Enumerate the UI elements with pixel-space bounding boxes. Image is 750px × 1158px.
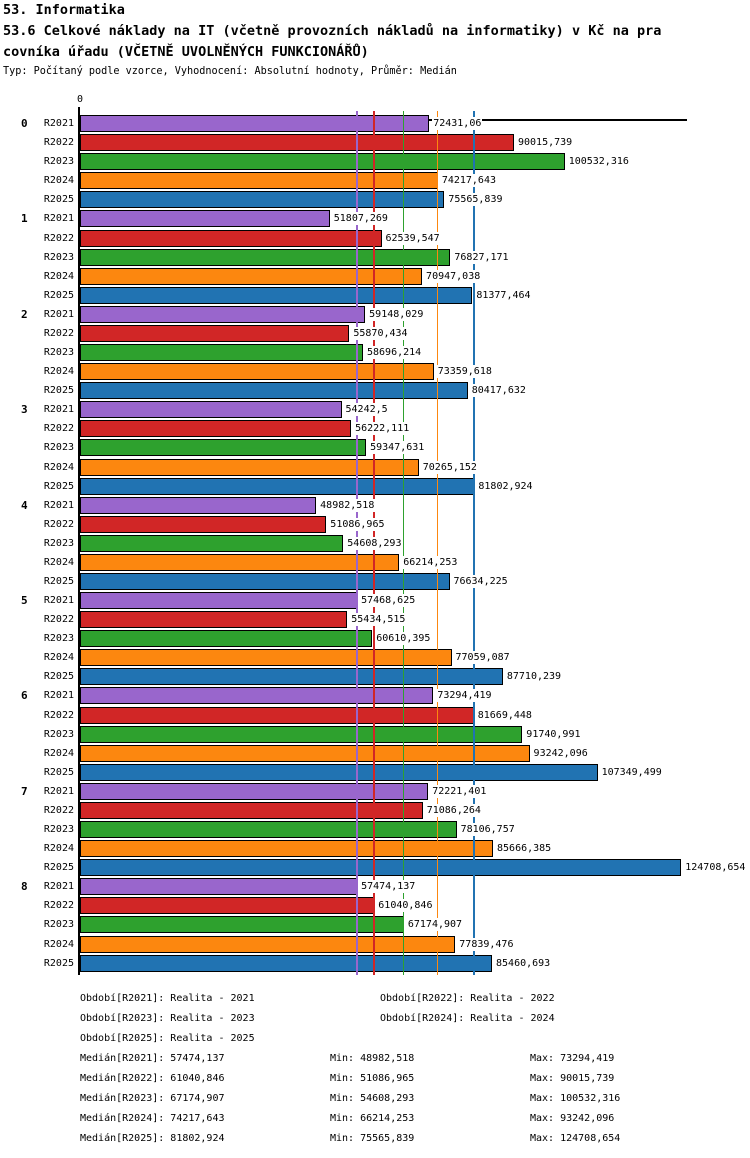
bar-value-label: 91740,991 xyxy=(526,728,581,740)
series-tick-label-r2022: R2022 xyxy=(43,709,74,721)
legend-period-item: Období[R2024]: Realita - 2024 xyxy=(380,1013,555,1024)
bar-value-label: 73359,618 xyxy=(437,366,492,378)
group-label-8: 8 xyxy=(21,880,28,894)
series-tick-label-r2021: R2021 xyxy=(43,785,74,797)
series-tick-label-r2022: R2022 xyxy=(43,900,74,912)
bar-value-label: 56222,111 xyxy=(355,423,410,435)
bar-group2-r2025 xyxy=(80,382,468,399)
legend-period-item: Období[R2021]: Realita - 2021 xyxy=(80,993,255,1004)
bar-group2-r2024 xyxy=(80,363,434,380)
bar-group6-r2025 xyxy=(80,764,598,781)
chart-title-line-2: covníka úřadu (VČETNĚ UVOLNĚNÝCH FUNKCIONÁŘŮ) xyxy=(3,44,369,60)
category-axis-line xyxy=(78,107,80,975)
legend-stat-max: Max: 100532,316 xyxy=(530,1093,621,1104)
bar-group7-r2022 xyxy=(80,802,423,819)
bar-value-label: 71086,264 xyxy=(426,804,481,816)
series-tick-label-r2024: R2024 xyxy=(43,747,74,759)
bar-value-label: 124708,654 xyxy=(685,862,746,874)
legend-stat-median: Medián[R2025]: 81802,924 xyxy=(80,1133,225,1144)
series-tick-label-r2022: R2022 xyxy=(43,423,74,435)
series-tick-label-r2023: R2023 xyxy=(43,156,74,168)
bar-value-label: 80417,632 xyxy=(471,385,526,397)
bar-group8-r2021 xyxy=(80,878,357,895)
bar-group5-r2025 xyxy=(80,668,503,685)
bar-value-label: 62539,547 xyxy=(385,232,440,244)
series-tick-label-r2023: R2023 xyxy=(43,537,74,549)
legend-stat-min: Min: 51086,965 xyxy=(330,1073,415,1084)
series-tick-label-r2023: R2023 xyxy=(43,251,74,263)
bar-value-label: 61040,846 xyxy=(378,900,433,912)
bar-value-label: 54608,293 xyxy=(347,537,402,549)
series-tick-label-r2024: R2024 xyxy=(43,843,74,855)
series-tick-label-r2025: R2025 xyxy=(43,862,74,874)
series-tick-label-r2025: R2025 xyxy=(43,385,74,397)
bar-value-label: 77059,087 xyxy=(455,652,510,664)
series-tick-label-r2021: R2021 xyxy=(43,499,74,511)
series-tick-label-r2021: R2021 xyxy=(43,213,74,225)
legend-stat-max: Max: 124708,654 xyxy=(530,1133,621,1144)
bar-value-label: 100532,316 xyxy=(568,156,629,168)
series-tick-label-r2025: R2025 xyxy=(43,289,74,301)
series-tick-label-r2024: R2024 xyxy=(43,652,74,664)
bar-group0-r2021 xyxy=(80,115,429,132)
chart-subtitle: Typ: Počítaný podle vzorce, Vyhodnocení: Absolutní hodnoty, Průměr: Medián xyxy=(3,66,457,77)
series-tick-label-r2024: R2024 xyxy=(43,175,74,187)
bar-group4-r2023 xyxy=(80,535,343,552)
series-tick-label-r2021: R2021 xyxy=(43,595,74,606)
bar-group1-r2021 xyxy=(80,210,330,227)
legend-stat-min: Min: 66214,253 xyxy=(330,1113,415,1124)
bar-group5-r2023 xyxy=(80,630,372,647)
bar-group2-r2023 xyxy=(80,344,363,361)
series-tick-label-r2023: R2023 xyxy=(43,824,74,835)
series-tick-label-r2025: R2025 xyxy=(43,576,74,587)
legend-stat-median: Medián[R2022]: 61040,846 xyxy=(80,1073,225,1084)
bar-value-label: 67174,907 xyxy=(407,919,463,931)
series-tick-label-r2021: R2021 xyxy=(43,308,74,320)
bar-value-label: 57474,137 xyxy=(361,881,416,893)
bar-group3-r2021 xyxy=(80,401,342,418)
legend-stat-median: Medián[R2024]: 74217,643 xyxy=(80,1113,225,1124)
bar-value-label: 81377,464 xyxy=(476,289,531,301)
bar-group6-r2021 xyxy=(80,687,433,704)
legend-stat-min: Min: 75565,839 xyxy=(330,1133,415,1144)
legend-stat-max: Max: 73294,419 xyxy=(530,1053,615,1064)
bar-group4-r2024 xyxy=(80,554,399,571)
bar-value-label: 70947,038 xyxy=(426,270,481,282)
series-tick-label-r2025: R2025 xyxy=(43,957,74,969)
series-tick-label-r2021: R2021 xyxy=(43,881,74,893)
bar-value-label: 76634,225 xyxy=(453,576,508,587)
bar-group3-r2022 xyxy=(80,420,351,437)
bar-group2-r2022 xyxy=(80,325,349,342)
bar-group0-r2023 xyxy=(80,153,565,170)
legend-period-item: Období[R2023]: Realita - 2023 xyxy=(80,1013,255,1024)
bar-value-label: 81802,924 xyxy=(478,480,533,492)
bar-group5-r2021 xyxy=(80,592,357,609)
bar-value-label: 85460,693 xyxy=(496,957,551,969)
bar-value-label: 76827,171 xyxy=(454,251,509,263)
bar-value-label: 77839,476 xyxy=(459,938,514,950)
legend-period-item: Období[R2022]: Realita - 2022 xyxy=(380,993,555,1004)
group-label-3: 3 xyxy=(21,403,28,417)
legend-stat-median: Medián[R2021]: 57474,137 xyxy=(80,1053,225,1064)
bar-group8-r2024 xyxy=(80,936,455,953)
legend-stat-max: Max: 90015,739 xyxy=(530,1073,615,1084)
bar-group8-r2025 xyxy=(80,955,492,972)
series-tick-label-r2022: R2022 xyxy=(43,232,74,244)
bar-value-label: 57468,625 xyxy=(361,595,416,606)
series-tick-label-r2023: R2023 xyxy=(43,728,74,740)
bar-value-label: 58696,214 xyxy=(366,347,422,358)
bar-value-label: 81669,448 xyxy=(477,709,532,721)
bar-value-label: 74217,643 xyxy=(441,175,496,187)
page-title: 53. Informatika xyxy=(3,2,125,18)
bar-value-label: 73294,419 xyxy=(437,690,492,702)
bar-group1-r2025 xyxy=(80,287,472,304)
bar-group1-r2023 xyxy=(80,249,450,266)
series-tick-label-r2025: R2025 xyxy=(43,766,74,778)
bar-value-label: 54242,5 xyxy=(345,404,388,416)
bar-group5-r2024 xyxy=(80,649,452,666)
bar-group6-r2023 xyxy=(80,726,522,743)
bar-value-label: 51807,269 xyxy=(333,213,388,225)
bar-value-label: 55434,515 xyxy=(351,614,406,626)
bar-group4-r2022 xyxy=(80,516,326,533)
bar-group0-r2022 xyxy=(80,134,514,151)
series-tick-label-r2021: R2021 xyxy=(43,118,74,129)
series-tick-label-r2025: R2025 xyxy=(43,480,74,492)
series-tick-label-r2022: R2022 xyxy=(43,804,74,816)
series-tick-label-r2023: R2023 xyxy=(43,347,74,358)
group-label-7: 7 xyxy=(21,784,28,798)
bar-value-label: 51086,965 xyxy=(330,518,385,530)
series-tick-label-r2021: R2021 xyxy=(43,690,74,702)
group-label-1: 1 xyxy=(21,212,28,226)
bar-value-label: 59148,029 xyxy=(369,308,424,320)
bar-group6-r2022 xyxy=(80,707,474,724)
bar-group8-r2022 xyxy=(80,897,374,914)
series-tick-label-r2025: R2025 xyxy=(43,194,74,206)
bar-value-label: 55870,434 xyxy=(353,327,408,339)
legend-stat-min: Min: 48982,518 xyxy=(330,1053,415,1064)
legend-stat-max: Max: 93242,096 xyxy=(530,1113,615,1124)
bar-group7-r2024 xyxy=(80,840,493,857)
series-tick-label-r2023: R2023 xyxy=(43,442,74,454)
bar-group5-r2022 xyxy=(80,611,347,628)
bar-group1-r2022 xyxy=(80,230,382,247)
bar-group7-r2025 xyxy=(80,859,681,876)
chart-title-line-1: 53.6 Celkové náklady na IT (včetně provozních nákladů na informatiky) v Kč na pra xyxy=(3,23,662,39)
series-tick-label-r2021: R2021 xyxy=(43,404,74,416)
bar-value-label: 60610,395 xyxy=(376,633,431,645)
bar-value-label: 70265,152 xyxy=(422,461,477,473)
group-label-6: 6 xyxy=(21,689,28,703)
bar-group3-r2025 xyxy=(80,478,474,495)
bar-value-label: 87710,239 xyxy=(506,671,562,683)
bar-value-label: 93242,096 xyxy=(533,747,588,759)
bar-value-label: 85666,385 xyxy=(497,843,552,855)
bar-value-label: 48982,518 xyxy=(320,499,375,511)
bar-value-label: 78106,757 xyxy=(460,824,515,835)
legend-period-item: Období[R2025]: Realita - 2025 xyxy=(80,1033,255,1044)
series-tick-label-r2024: R2024 xyxy=(43,461,74,473)
series-tick-label-r2024: R2024 xyxy=(43,270,74,282)
series-tick-label-r2024: R2024 xyxy=(43,366,74,378)
series-tick-label-r2022: R2022 xyxy=(43,327,74,339)
bar-value-label: 90015,739 xyxy=(517,137,573,149)
bar-group1-r2024 xyxy=(80,268,422,285)
series-tick-label-r2024: R2024 xyxy=(43,938,74,950)
series-tick-label-r2023: R2023 xyxy=(43,919,74,931)
bar-group4-r2021 xyxy=(80,497,316,514)
bar-group3-r2023 xyxy=(80,439,366,456)
group-label-4: 4 xyxy=(21,498,28,512)
bar-value-label: 72221,401 xyxy=(432,785,487,797)
series-tick-label-r2022: R2022 xyxy=(43,137,74,149)
group-label-2: 2 xyxy=(21,307,28,321)
group-label-5: 5 xyxy=(21,594,28,607)
series-tick-label-r2022: R2022 xyxy=(43,614,74,626)
bar-group0-r2025 xyxy=(80,191,444,208)
group-label-0: 0 xyxy=(21,117,28,130)
bar-value-label: 59347,631 xyxy=(370,442,425,454)
bar-group3-r2024 xyxy=(80,459,419,476)
legend-stat-min: Min: 54608,293 xyxy=(330,1093,415,1104)
series-tick-label-r2023: R2023 xyxy=(43,633,74,645)
series-tick-label-r2025: R2025 xyxy=(43,671,74,683)
axis-zero-tick-label: 0 xyxy=(77,94,84,105)
bar-group7-r2023 xyxy=(80,821,457,838)
bar-value-label: 72431,06 xyxy=(433,118,482,129)
median-line-r2025 xyxy=(473,111,475,975)
bar-group0-r2024 xyxy=(80,172,438,189)
legend-stat-median: Medián[R2023]: 67174,907 xyxy=(80,1093,225,1104)
series-tick-label-r2022: R2022 xyxy=(43,518,74,530)
bar-group7-r2021 xyxy=(80,783,428,800)
bar-value-label: 75565,839 xyxy=(448,194,503,206)
series-tick-label-r2024: R2024 xyxy=(43,556,74,568)
bar-value-label: 66214,253 xyxy=(403,556,458,568)
bar-group2-r2021 xyxy=(80,306,365,323)
bar-value-label: 107349,499 xyxy=(601,766,662,778)
bar-group4-r2025 xyxy=(80,573,450,590)
bar-group6-r2024 xyxy=(80,745,530,762)
